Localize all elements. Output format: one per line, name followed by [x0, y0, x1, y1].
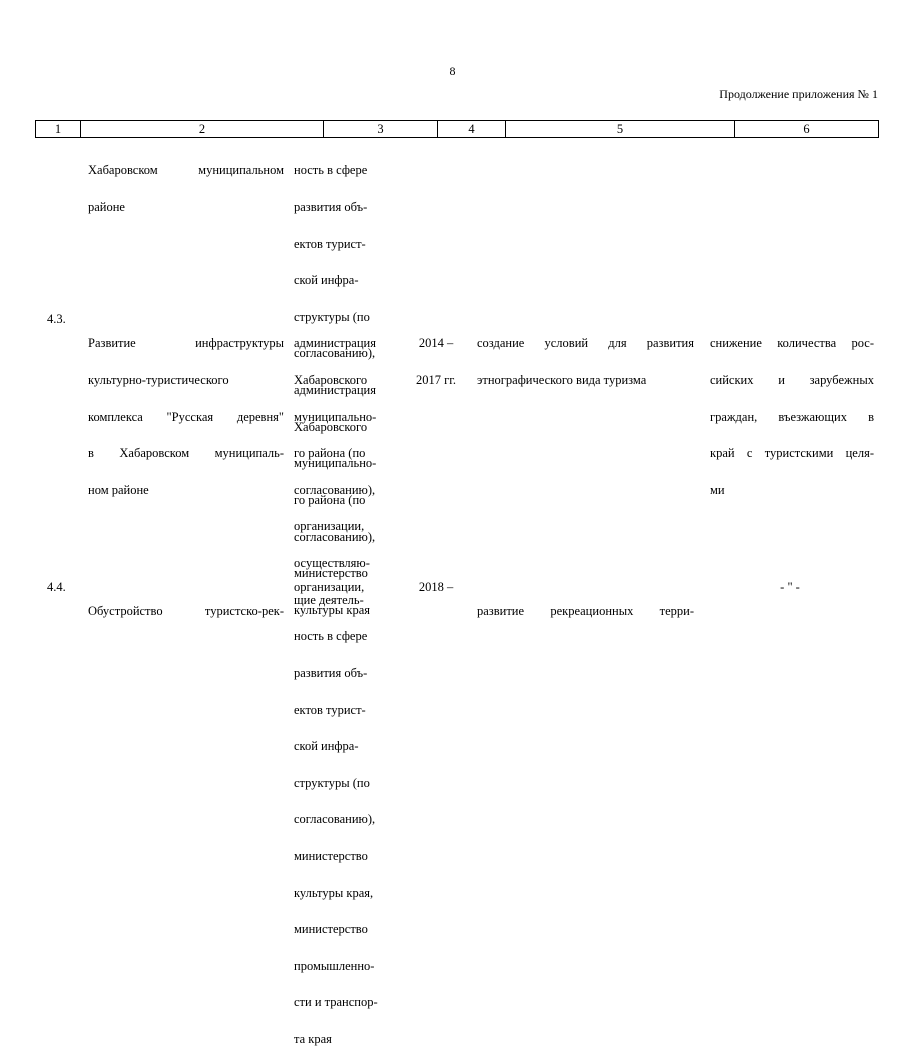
row-4-4-title-line: Обустройство туристско-рек-: [88, 604, 284, 619]
page-number: 8: [449, 64, 456, 78]
row-4-3-period: [405, 313, 467, 398]
row-4-3-result: [477, 313, 694, 398]
row-4-3-executor-line: министерство: [294, 922, 368, 937]
fragment-col3-line: культуры края: [294, 602, 371, 617]
row-4-3-executor-line: ность в сфере: [294, 629, 368, 644]
continuation-note: Продолжение приложения № 1: [719, 87, 878, 101]
row-4-4-effect: - " -: [780, 580, 800, 594]
fragment-col3-line: ектов турист-: [294, 236, 366, 251]
row-4-3-effect-line: снижение количества рос-: [710, 336, 874, 351]
row-4-3-executor-line: Хабаровского: [294, 373, 368, 388]
row-4-4-result: [477, 581, 694, 630]
row-4-4-executors: организации,: [294, 580, 365, 594]
fragment-col3-line: министерство: [294, 566, 368, 581]
row-4-3-number: 4.3.: [47, 312, 66, 326]
header-col-1: 1: [36, 121, 81, 137]
row-4-3-result-line: этнографического вида туризма: [477, 373, 647, 388]
row-4-3-title-line: ном районе: [88, 482, 149, 497]
row-4-3-executor-line: муниципально-: [294, 409, 377, 424]
row-4-3-effect-line: граждан, въезжающих в: [710, 409, 874, 424]
row-4-3-executor-line: ской инфра-: [294, 739, 359, 754]
row-4-3-executors: [294, 309, 402, 1057]
fragment-col3-line: развития объ-: [294, 200, 368, 215]
header-col-6: 6: [803, 122, 810, 136]
fragment-col2-line: Хабаровском муниципальном: [88, 163, 284, 178]
row-4-3-result-line: создание условий для развития: [477, 336, 694, 351]
row-4-3-executor-line: щие деятель-: [294, 592, 364, 607]
row-4-3-executor-line: осуществляю-: [294, 556, 370, 571]
fragment-col3-line: структуры (по: [294, 309, 370, 324]
row-4-4-title: [88, 581, 284, 630]
row-4-3-executor-line: сти и транспор-: [294, 995, 378, 1010]
header-col-3: 3: [324, 121, 438, 137]
header-col-4: 4: [438, 121, 506, 137]
row-4-4-period: 2018 –: [418, 580, 454, 594]
row-4-3-title: [88, 313, 284, 508]
row-4-3-executor-line: организации,: [294, 519, 365, 534]
row-4-3-effect-line: ми: [710, 482, 725, 497]
row-4-3-title-line: Развитие инфраструктуры: [88, 336, 284, 351]
row-4-3-executor-line: согласованию),: [294, 812, 376, 827]
row-4-3-effect-line: сийских и зарубежных: [710, 373, 874, 388]
row-4-3-executor-line: структуры (по: [294, 775, 370, 790]
fragment-col3-line: ской инфра-: [294, 273, 359, 288]
header-col-5: 5: [506, 121, 735, 137]
fragment-col3-line: муниципально-: [294, 456, 377, 471]
row-4-3-executor-line: администрация: [294, 336, 376, 351]
row-4-3-executor-line: министерство: [294, 848, 368, 863]
fragment-col3-line: го района (по: [294, 492, 366, 507]
row-4-3-effect-line: край с туристскими целя-: [710, 446, 874, 461]
row-4-3-executor-line: та края: [294, 1031, 332, 1046]
fragment-col2-line: районе: [88, 200, 125, 215]
row-4-3-title-line: культурно-туристического: [88, 373, 229, 388]
fragment-col3-line: ность в сфере: [294, 163, 368, 178]
fragment-col3-line: согласованию),: [294, 346, 376, 361]
row-4-3-period-line: 2017 гг.: [415, 373, 457, 388]
fragment-col2: [88, 140, 284, 225]
row-4-4-number: 4.4.: [47, 580, 66, 594]
row-4-3-period-line: 2014 –: [418, 336, 454, 351]
fragment-col3-line: Хабаровского: [294, 419, 368, 434]
table-header-row: [35, 120, 879, 138]
row-4-3-executor-line: го района (по: [294, 446, 366, 461]
row-4-3-executor-line: культуры края,: [294, 885, 374, 900]
row-4-3-title-line: в Хабаровском муниципаль-: [88, 446, 284, 461]
row-4-3-executor-line: согласованию),: [294, 482, 376, 497]
row-4-3-executor-line: развития объ-: [294, 665, 368, 680]
header-col-2: 2: [81, 121, 324, 137]
row-4-3-executor-line: ектов турист-: [294, 702, 366, 717]
row-4-3-executor-line: промышленно-: [294, 958, 375, 973]
row-4-3-title-line: комплекса "Русская деревня": [88, 409, 284, 424]
row-4-3-effect: [710, 313, 874, 508]
row-4-4-result-line: развитие рекреационных терри-: [477, 604, 694, 619]
fragment-col3-line: администрация: [294, 383, 376, 398]
fragment-col3-line: согласованию),: [294, 529, 376, 544]
